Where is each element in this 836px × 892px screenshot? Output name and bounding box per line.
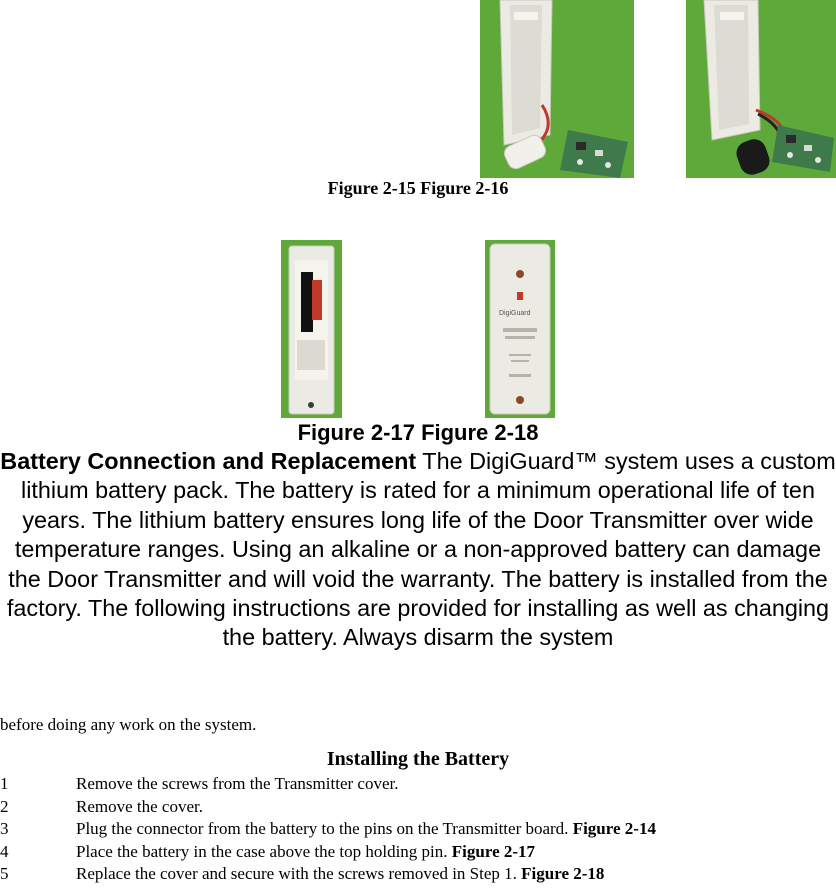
step-text: Place the battery in the case above the top holding pin. bbox=[76, 841, 448, 861]
step-number: 2 bbox=[0, 796, 9, 816]
section-body: The DigiGuard™ system uses a custom lithium battery pack. The battery is rated for a minimum operational life of ten years. The lithium battery ensures long life of the Door Transmitter over wide temperature ranges. Using an alkaline or a non-approved battery can damage the Door Transmitter and will void the warranty. The battery is installed from the factory. The following instructions are provided for installing as well as changing the battery. Always disarm the system bbox=[6, 448, 836, 651]
step-number: 4 bbox=[0, 841, 9, 861]
step-figure-ref: Figure 2-17 bbox=[451, 841, 536, 861]
list-item bbox=[0, 818, 836, 841]
figure-2-17-photo bbox=[281, 240, 342, 418]
list-item bbox=[0, 773, 836, 796]
step-text: Remove the screws from the Transmitter cover. bbox=[76, 774, 399, 793]
step-number: 1 bbox=[0, 774, 9, 793]
installing-heading: Installing the Battery bbox=[326, 748, 510, 770]
list-item bbox=[0, 863, 836, 886]
step-text: Replace the cover and secure with the screws removed in Step 1. bbox=[76, 864, 517, 883]
section-continuation: before doing any work on the system. bbox=[0, 715, 257, 734]
step-number: 3 bbox=[0, 819, 9, 838]
step-text: Plug the connector from the battery to the pins on the Transmitter board. bbox=[76, 819, 569, 838]
figure-caption-row2 bbox=[0, 420, 836, 446]
figure-2-18-caption: Figure 2-18 bbox=[421, 420, 539, 445]
step-figure-ref: Figure 2-14 bbox=[572, 819, 656, 838]
list-item bbox=[0, 841, 836, 864]
step-text: Remove the cover. bbox=[76, 796, 203, 816]
figure-caption-row1 bbox=[0, 178, 836, 199]
figure-2-16-photo bbox=[686, 0, 836, 178]
list-item bbox=[0, 796, 836, 819]
figure-2-16-caption: Figure 2-16 bbox=[420, 178, 509, 198]
step-figure-ref: Figure 2-18 bbox=[521, 864, 605, 883]
figure-2-18-photo bbox=[485, 240, 555, 418]
step-number: 5 bbox=[0, 864, 9, 883]
section-title: Battery Connection and Replacement bbox=[0, 448, 417, 474]
figure-2-15-photo bbox=[480, 0, 634, 178]
figure-2-17-caption: Figure 2-17 bbox=[297, 420, 415, 445]
figure-2-15-caption: Figure 2-15 bbox=[327, 178, 416, 198]
battery-section-paragraph bbox=[0, 447, 836, 653]
installing-steps-list bbox=[0, 773, 836, 886]
digiguard-label: DigiGuard bbox=[499, 310, 531, 317]
